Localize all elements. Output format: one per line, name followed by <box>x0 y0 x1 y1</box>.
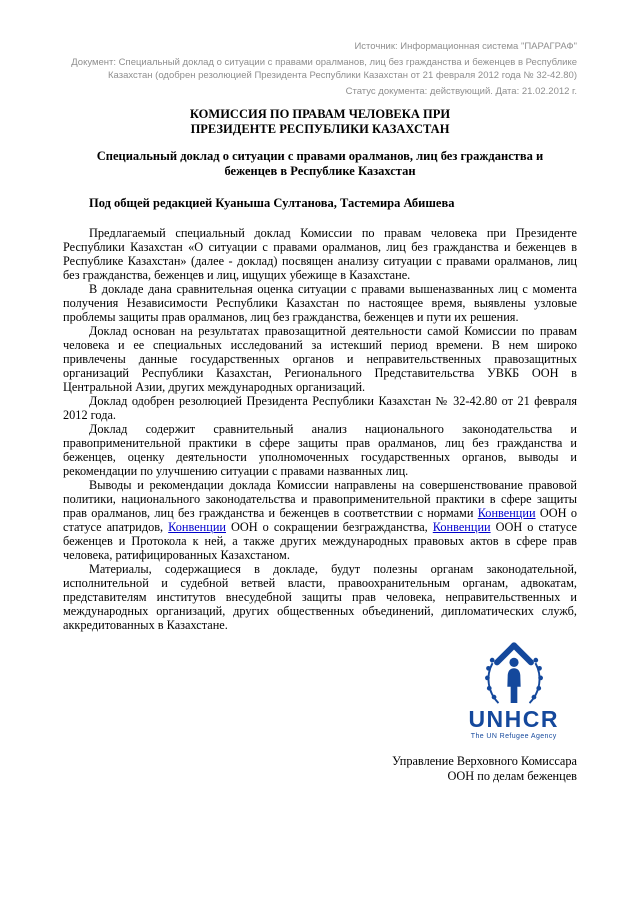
footer-org <box>392 754 577 784</box>
paragraph: Доклад одобрен резолюцией Президента Республики Казахстан № 32-42.80 от 21 февраля 2012 года. <box>63 394 577 422</box>
editors-line: Под общей редакцией Куаныша Султанова, Тастемира Абишева <box>89 196 455 210</box>
convention-link[interactable]: Конвенции <box>168 520 226 534</box>
convention-link[interactable]: Конвенции <box>477 506 536 520</box>
document-title: Специальный доклад о ситуации с правами оралманов, лиц без гражданства и беженцев в Республике Казахстан <box>96 149 544 178</box>
footer-org-line2: ООН по делам беженцев <box>447 769 577 783</box>
paragraph: Доклад основан на результатах правозащитной деятельности самой Комиссии по правам человека и ее специальных исследований за истекший период времени. В нем широко привлечены данные государственных органов и неправительственных правозащитных организаций Республики Казахстан, Регионального Представительства УВКБ ООН в Центральной Азии, других международных организаций. <box>63 324 577 394</box>
paragraph: Материалы, содержащиеся в докладе, будут полезны органам законодательной, исполнительной и судебной ветвей власти, правоохранительным органам, адвокатам, представителям институтов внесудебной защиты прав человека, неправительственных и международных организаций, других общественных объединений, дипломатических служб, аккредитованных в Казахстане. <box>63 562 577 632</box>
document-meta <box>63 40 577 98</box>
unhcr-logo-text: UNHCR <box>468 706 559 732</box>
paragraph: В докладе дана сравнительная оценка ситуации с правами вышеназванных лиц с момента получения Независимости Республики Казахстан по настоящее время, выявлены узловые проблемы защиты прав оралманов, лиц без гражданства, беженцев и пути их решения. <box>63 282 577 324</box>
document-body <box>63 226 577 632</box>
meta-source-line: Источник: Информационная система "ПАРАГРАФ" <box>354 41 577 52</box>
unhcr-logo <box>468 638 559 741</box>
unhcr-logo-tagline: The UN Refugee Agency <box>470 733 557 740</box>
paragraph: Доклад содержит сравнительный анализ национального законодательства и правоприменительной практики в сфере защиты прав оралманов, лиц без гражданства и беженцев, оценку деятельности уполномоченных государственных органов, выводы и рекомендации по улучшению ситуации с правами названных лиц. <box>63 422 577 478</box>
paragraph: Выводы и рекомендации доклада Комиссии направлены на совершенствование правовой политики, национального законодательства и правоприменительной практики в сфере защиты прав оралманов, лиц без гражданства и беженцев в соответствии с нормами Конвенции ООН о статусе апатридов, Конвенции ООН о сокращении безгражданства, Конвенции ООН о статусе беженцев и Протокола к ней, а также других международных правовых актов в сфере прав человека, ратифицированных Казахстаном. <box>63 478 578 562</box>
document-footer <box>63 638 577 784</box>
meta-status-line: Статус документа: действующий. Дата: 21.02.2012 г. <box>345 86 577 97</box>
org-title-line2: ПРЕЗИДЕНТЕ РЕСПУБЛИКИ КАЗАХСТАН <box>190 122 450 136</box>
meta-document-line: Документ: Специальный доклад о ситуации с правами оралманов, лиц без гражданства и беженцев в Республике Казахстан (одобрен резолюцией Президента Республики Казахстан от 21 февраля 2012 года № 32-42.80) <box>71 57 577 81</box>
paragraph: Предлагаемый специальный доклад Комиссии по правам человека при Президенте Республики Казахстан «О ситуации с правами оралманов, лиц без гражданства и беженцев в Республике Казахстан» (далее - доклад) посвящен анализу ситуации с правами оралманов, лиц без гражданства, беженцев и лиц, ищущих убежище в Казахстане. <box>63 226 577 282</box>
org-title <box>63 107 577 137</box>
org-title-line1: КОМИССИЯ ПО ПРАВАМ ЧЕЛОВЕКА ПРИ <box>189 107 451 121</box>
unhcr-emblem-icon <box>477 638 551 706</box>
footer-org-line1: Управление Верховного Комиссара <box>392 754 577 768</box>
convention-link[interactable]: Конвенции <box>432 520 491 534</box>
